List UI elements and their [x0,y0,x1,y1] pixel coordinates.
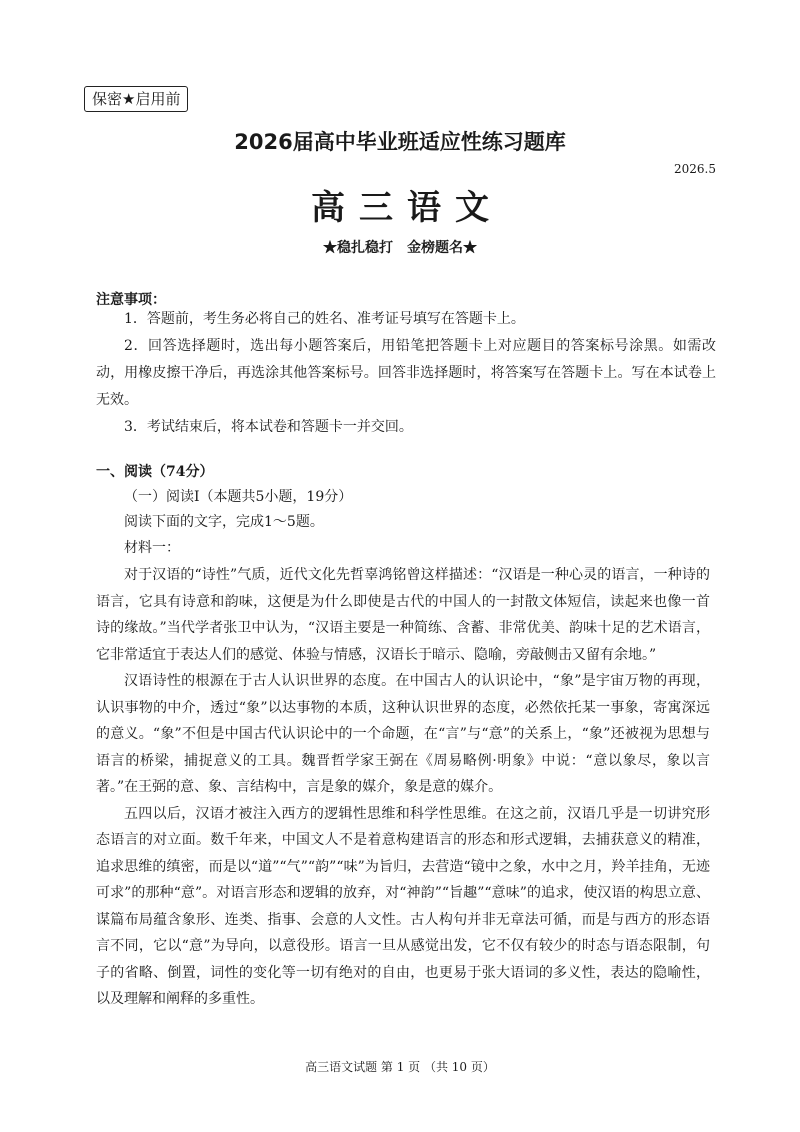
notice-item: 3．考试结束后，将本试卷和答题卡一并交回。 [124,419,413,435]
confidential-stamp: 保密★启用前 [84,86,188,112]
notice-list [96,306,716,441]
page-footer: 高三语文试题 第 1 页 （共 10 页） [305,1060,495,1074]
notice-item: 2．回答选择题时，选出每小题答案后，用铅笔把答题卡上对应题目的答案标号涂黑。如需改动，用橡皮擦干净后，再选涂其他答案标号。回答非选择题时，将答案写在答题卡上。写在本试卷上无效。 [96,338,716,408]
notice-title: 注意事项： [96,292,166,308]
passage-paragraph: 对于汉语的“诗性”气质，近代文化先哲辜鸿铭曾这样描述：“汉语是一种心灵的语言，一种诗的语言，它具有诗意和韵味，这便是为什么即使是古代的中国人的一封散文体短信，读起来也像一首诗的缘故。”当代学者张卫中认为，“汉语主要是一种简练、含蓄、非常优美、韵味十足的艺术语言，它非常适宜于表达人们的感觉、体验与情感，汉语长于暗示、隐喻，旁敲侧击又留有余地。” [96,567,710,663]
passage-paragraph: 汉语诗性的根源在于古人认识世界的态度。在中国古人的认识论中，“象”是宇宙万物的再现，认识事物的中介，透过“象”以达事物的本质，这种认识世界的态度，必然依托某一事象，寄寓深远的意义。“象”不但是中国古代认识论中的一个命题，在“言”与“意”的关系上，“象”还被视为思想与语言的桥梁，捕捉意义的工具。魏晋哲学家王弼在《周易略例·明象》中说：“意以象尽，象以言著。”在王弼的意、象、言结构中，言是象的媒介，象是意的媒介。 [96,673,710,795]
section-heading: 一、阅读（74分） [96,464,214,480]
subject-title: 高三语文 [311,188,503,228]
section-subheading: （一）阅读Ⅰ（本题共5小题，19分） [124,489,353,505]
exam-date: 2026.5 [674,162,716,176]
reading-instruction: 阅读下面的文字，完成1～5题。 [124,514,324,530]
material-label: 材料一： [124,540,180,556]
passage-paragraph: 五四以后，汉语才被注入西方的逻辑性思维和科学性思维。在这之前，汉语几乎是一切讲究形态语言的对立面。数千年来，中国文人不是着意构建语言的形态和形式逻辑，去捕获意义的精准，追求思维的缜密，而是以“道”“气”“韵”“味”为旨归，去营造“镜中之象，水中之月，羚羊挂角，无迹可求”的那种“意”。对语言形态和逻辑的放弃，对“神韵”“旨趣”“意味”的追求，使汉语的构思立意、谋篇布局蕴含象形、连类、指事、会意的人文性。古人构句并非无章法可循，而是与西方的形态语言不同，它以“意”为导向，以意役形。语言一旦从感觉出发，它不仅有较少的时态与语态限制，句子的省略、倒置，词性的变化等一切有绝对的自由，也更易于张大语词的多义性，表达的隐喻性，以及理解和阐释的多重性。 [96,805,710,1007]
slogan: ★稳扎稳打 金榜题名★ [323,240,477,256]
reading-passage [96,562,710,1013]
exam-bank-title: 2026届高中毕业班适应性练习题库 [234,130,566,154]
notice-item: 1．答题前，考生务必将自己的姓名、准考证号填写在答题卡上。 [124,311,525,327]
